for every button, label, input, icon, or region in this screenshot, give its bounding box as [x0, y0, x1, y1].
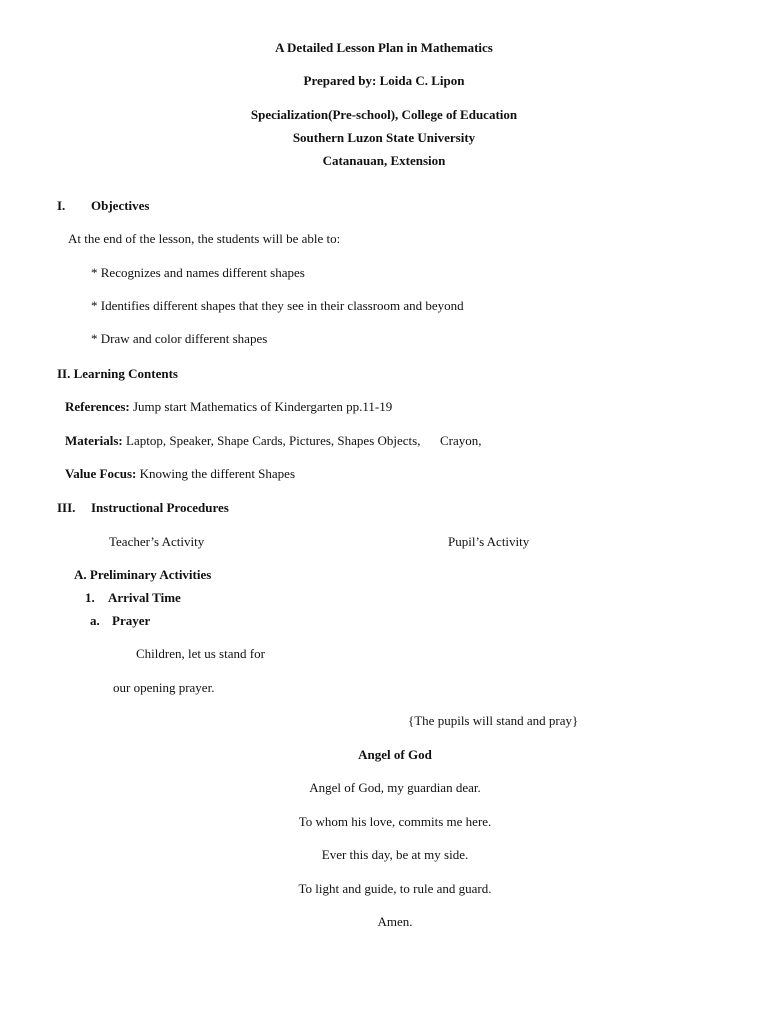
value-focus-line	[65, 466, 295, 482]
specialization: Specialization(Pre-school), College of Education	[250, 107, 518, 122]
references-label: References:	[65, 399, 130, 414]
materials-line	[65, 433, 481, 449]
references-line	[65, 399, 392, 415]
section-heading-procedures: Instructional Procedures	[91, 500, 229, 515]
materials-label: Materials:	[65, 433, 123, 448]
preliminary-activities: A. Preliminary Activities	[74, 567, 212, 582]
teacher-instruction-line: Children, let us stand for	[136, 646, 265, 661]
section-heading-learning-contents: II. Learning Contents	[57, 366, 178, 381]
prayer-line: To light and guide, to rule and guard.	[298, 881, 492, 896]
prayer-title: Angel of God	[358, 747, 432, 762]
objective-item: * Draw and color different shapes	[91, 331, 268, 346]
value-focus-value: Knowing the different Shapes	[136, 466, 296, 481]
value-focus-label: Value Focus:	[65, 466, 137, 481]
prayer-line: Angel of God, my guardian dear.	[309, 780, 481, 795]
objectives-intro: At the end of the lesson, the students will be able to:	[68, 231, 341, 246]
prayer-line: Ever this day, be at my side.	[321, 847, 469, 862]
pupil-response: {The pupils will stand and pray}	[408, 713, 579, 728]
campus: Catanauan, Extension	[322, 153, 446, 168]
teacher-instruction-line: our opening prayer.	[113, 680, 215, 695]
section-numeral-objectives: I.	[57, 198, 66, 213]
section-heading-objectives: Objectives	[91, 198, 150, 213]
prayer-letter: a.	[90, 613, 100, 628]
pupil-activity-header: Pupil’s Activity	[448, 534, 530, 549]
arrival-number: 1.	[85, 590, 95, 605]
prayer-line: Amen.	[377, 914, 413, 929]
objective-item: * Recognizes and names different shapes	[91, 265, 305, 280]
document-title: A Detailed Lesson Plan in Mathematics	[275, 40, 493, 55]
teacher-activity-header: Teacher’s Activity	[109, 534, 205, 549]
references-value: Jump start Mathematics of Kindergarten pp.11-19	[129, 399, 393, 414]
objective-item: * Identifies different shapes that they see in their classroom and beyond	[91, 298, 464, 313]
arrival-time: Arrival Time	[108, 590, 181, 605]
prepared-by: Prepared by: Loida C. Lipon	[303, 73, 465, 88]
section-numeral-procedures: III.	[57, 500, 76, 515]
materials-value: Laptop, Speaker, Shape Cards, Pictures, Shapes Objects, Crayon,	[122, 433, 482, 448]
university: Southern Luzon State University	[292, 130, 476, 145]
prayer-heading: Prayer	[112, 613, 151, 628]
prayer-line: To whom his love, commits me here.	[298, 814, 492, 829]
